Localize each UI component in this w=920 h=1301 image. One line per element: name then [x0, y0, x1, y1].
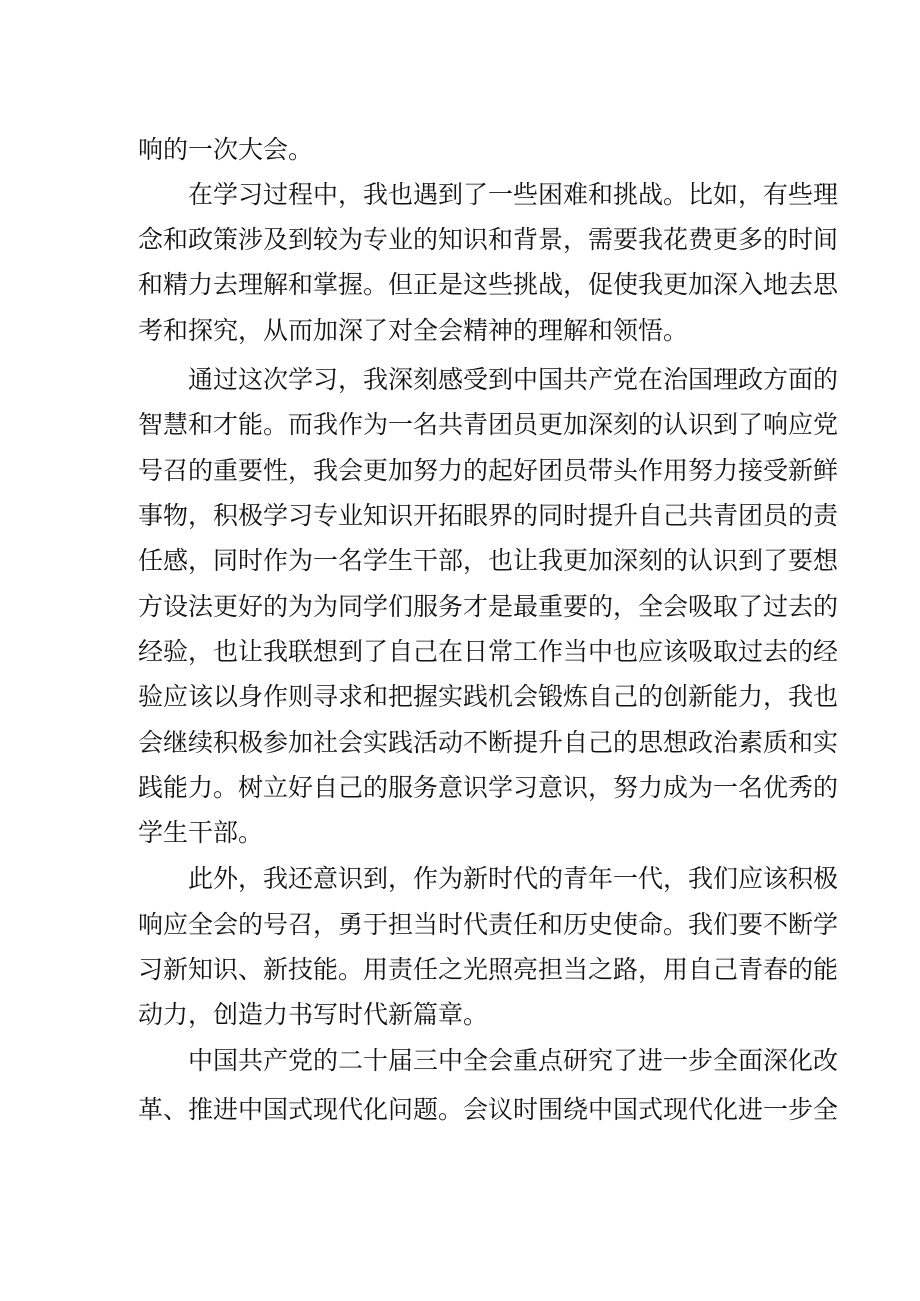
text-line: 验应该以身作则寻求和把握实践机会锻炼自己的创新能力，我也 — [138, 682, 839, 711]
paragraph-first-line: 在学习过程中，我也遇到了一些困难和挑战。比如，有些理 — [188, 180, 839, 209]
text-line: 响应全会的号召，勇于担当时代责任和历史使命。我们要不断学 — [138, 910, 839, 939]
text-line: 号召的重要性，我会更加努力的起好团员带头作用努力接受新鲜 — [138, 456, 839, 485]
text-line: 革、推进中国式现代化问题。会议时围绕中国式现代化进一步全 — [138, 1095, 839, 1124]
paragraph-first-line: 中国共产党的二十届三中全会重点研究了进一步全面深化改 — [188, 1046, 839, 1075]
text-line: 践能力。树立好自己的服务意识学习意识，努力成为一名优秀的 — [138, 773, 839, 802]
paragraph-first-line: 此外，我还意识到，作为新时代的青年一代，我们应该积极 — [188, 864, 839, 893]
text-line: 动力，创造力书写时代新篇章。 — [138, 1000, 489, 1029]
text-line: 事物，积极学习专业知识开拓眼界的同时提升自己共青团员的责 — [138, 501, 839, 530]
text-line: 经验，也让我联想到了自己在日常工作当中也应该吸取过去的经 — [138, 637, 839, 666]
text-line: 习新知识、新技能。用责任之光照亮担当之路，用自己青春的能 — [138, 955, 839, 984]
text-line: 学生干部。 — [138, 818, 264, 847]
text-line: 智慧和才能。而我作为一名共青团员更加深刻的认识到了响应党 — [138, 410, 839, 439]
text-line: 方设法更好的为为同学们服务才是最重要的，全会吸取了过去的 — [138, 592, 839, 621]
text-line: 任感，同时作为一名学生干部，也让我更加深刻的认识到了要想 — [138, 546, 839, 575]
paragraph-first-line: 通过这次学习，我深刻感受到中国共产党在治国理政方面的 — [188, 365, 839, 394]
text-line: 考和探究，从而加深了对全会精神的理解和领悟。 — [138, 316, 689, 345]
text-line: 念和政策涉及到较为专业的知识和背景，需要我花费更多的时间 — [138, 225, 839, 254]
text-line: 和精力去理解和掌握。但正是这些挑战，促使我更加深入地去思 — [138, 270, 839, 299]
text-line: 响的一次大会。 — [138, 135, 314, 164]
text-line: 会继续积极参加社会实践活动不断提升自己的思想政治素质和实 — [138, 728, 839, 757]
